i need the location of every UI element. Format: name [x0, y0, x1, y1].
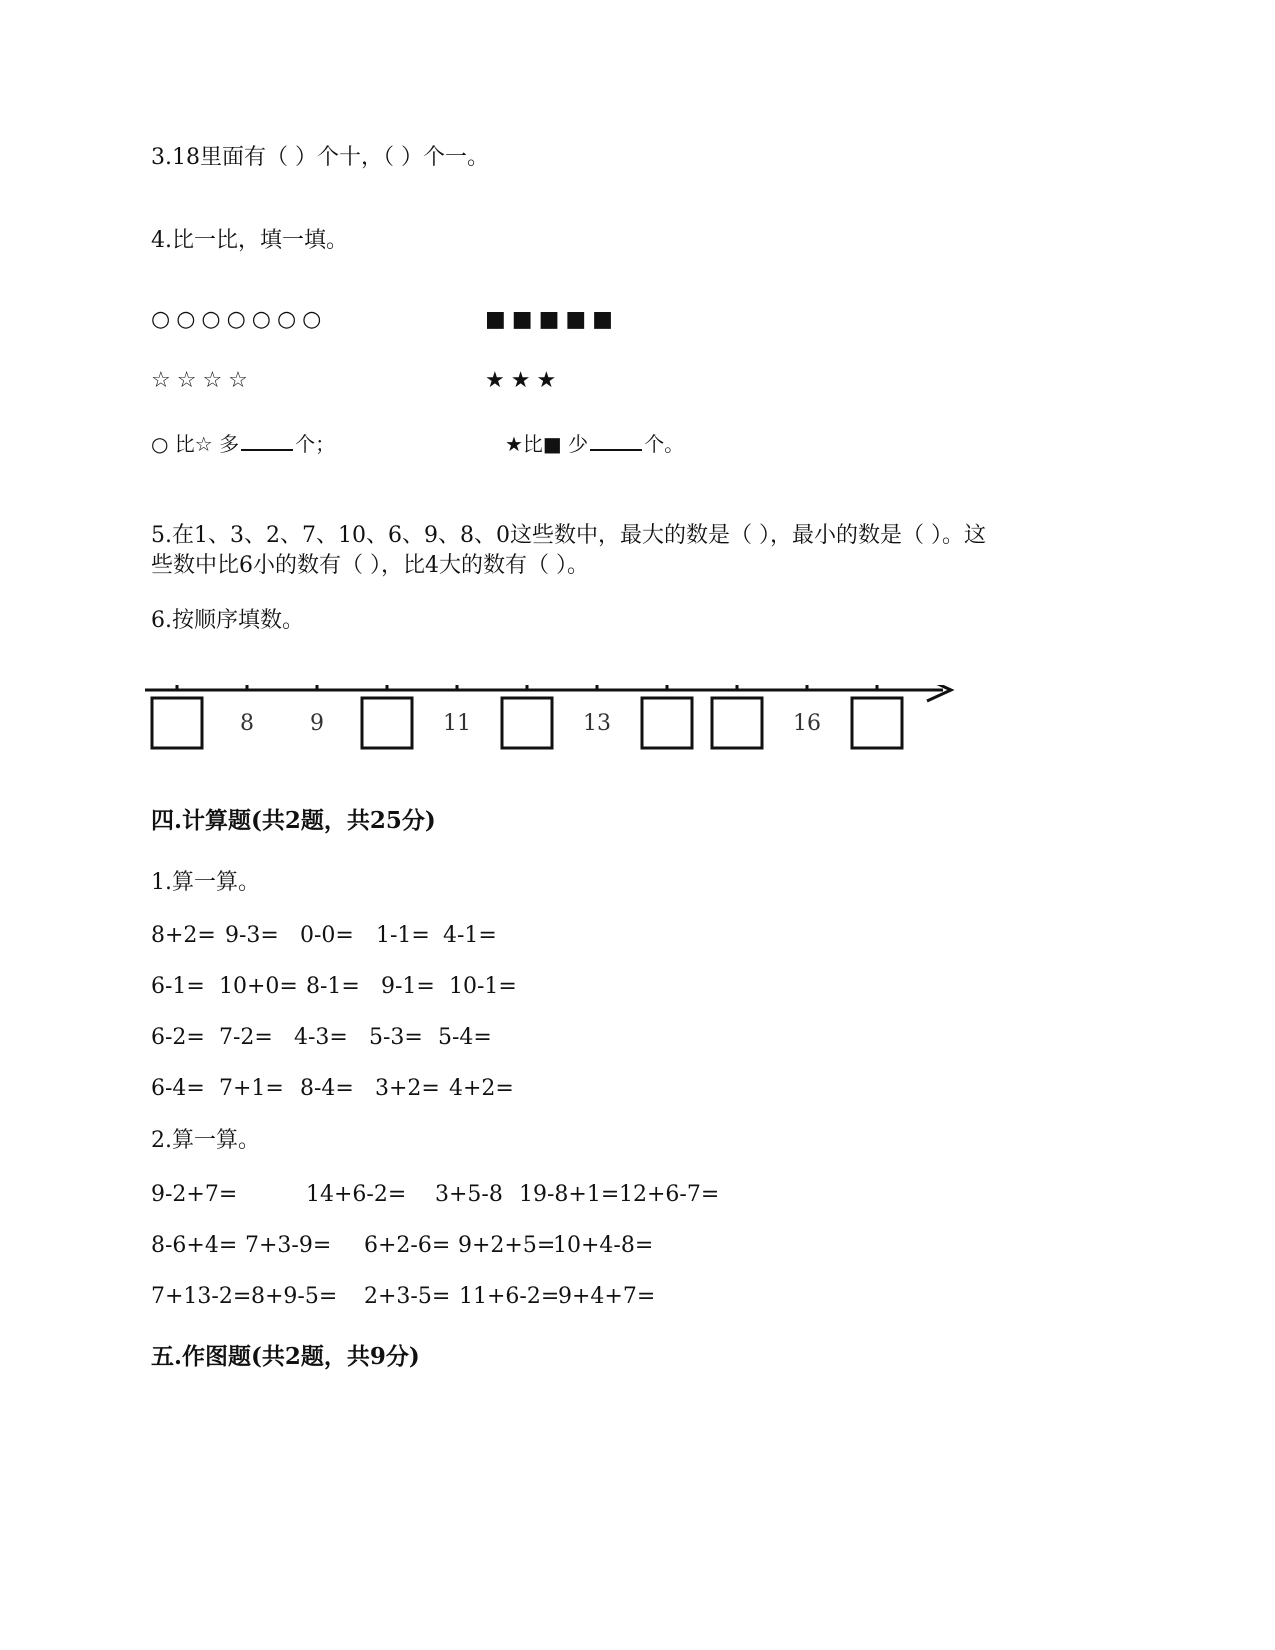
- equation: 7+13-2=: [151, 1284, 252, 1309]
- equation: 8-6+4=: [151, 1233, 238, 1258]
- section-5-heading: 五.作图题(共2题，共9分): [151, 1343, 420, 1370]
- arrow-head: [927, 685, 951, 701]
- equation: 0-0=: [300, 923, 354, 948]
- equation: 10-1=: [449, 974, 517, 999]
- answer-box[interactable]: [642, 698, 692, 748]
- equation: 2+3-5=: [364, 1284, 451, 1309]
- equation: 14+6-2=: [306, 1182, 407, 1207]
- equation: 9+2+5=: [458, 1233, 556, 1258]
- circles-row: ○○○○○○○: [151, 307, 328, 332]
- section-4-problem-2-title: 2.算一算。: [151, 1128, 260, 1153]
- answer-box[interactable]: [502, 698, 552, 748]
- tick-label: 9: [310, 711, 324, 736]
- equation: 3+2=: [375, 1076, 440, 1101]
- answer-box[interactable]: [362, 698, 412, 748]
- equation: 6-1=: [151, 974, 205, 999]
- answer-blank[interactable]: [590, 431, 642, 451]
- white-stars-row: ☆☆☆☆: [151, 368, 254, 393]
- answer-box[interactable]: [152, 698, 202, 748]
- equation: 9-2+7=: [151, 1182, 238, 1207]
- equation: 12+6-7=: [619, 1182, 720, 1207]
- equation: 9-3=: [225, 923, 279, 948]
- compare-left-prefix: ○ 比☆ 多: [151, 432, 240, 456]
- section-4-heading: 四.计算题(共2题，共25分): [151, 807, 436, 834]
- answer-blank[interactable]: [241, 431, 293, 451]
- equation: 6+2-6=: [364, 1233, 451, 1258]
- equation: 5-4=: [438, 1025, 492, 1050]
- section-4-problem-1-title: 1.算一算。: [151, 870, 260, 895]
- equation: 6-2=: [151, 1025, 205, 1050]
- tick-label: 16: [793, 711, 821, 736]
- equation: 8-4=: [300, 1076, 354, 1101]
- compare-right-suffix: 个。: [644, 432, 685, 456]
- compare-right-prefix: ★比■ 少: [505, 432, 589, 456]
- equation: 7-2=: [219, 1025, 273, 1050]
- equation: 6-4=: [151, 1076, 205, 1101]
- equation: 4+2=: [449, 1076, 514, 1101]
- equation: 3+5-8: [435, 1182, 503, 1207]
- tick-label: 13: [583, 711, 611, 736]
- black-stars-row: ★★★: [485, 368, 563, 393]
- question-5-line-1: 5.在1、3、2、7、10、6、9、8、0这些数中，最大的数是（ ），最小的数是（ ）。这: [151, 523, 986, 548]
- equation: 8+2=: [151, 923, 216, 948]
- equation: 9-1=: [381, 974, 435, 999]
- equation: 10+4-8=: [553, 1233, 654, 1258]
- compare-circles-stars: [151, 429, 335, 459]
- tick-label: 8: [240, 711, 254, 736]
- equation: 8-1=: [306, 974, 360, 999]
- question-3: 3.18里面有（ ）个十，（ ）个一。: [151, 145, 489, 170]
- equation: 7+1=: [219, 1076, 284, 1101]
- answer-box[interactable]: [712, 698, 762, 748]
- equation: 10+0=: [219, 974, 298, 999]
- equation: 4-1=: [443, 923, 497, 948]
- equation: 1-1=: [376, 923, 430, 948]
- equation: 8+9-5=: [251, 1284, 338, 1309]
- answer-box[interactable]: [852, 698, 902, 748]
- tick-label: 11: [443, 711, 471, 736]
- squares-row: ■■■■■: [485, 307, 619, 332]
- number-line: [145, 685, 965, 757]
- equation: 7+3-9=: [245, 1233, 332, 1258]
- question-4-title: 4.比一比，填一填。: [151, 228, 348, 253]
- compare-stars-squares: [505, 429, 684, 459]
- equation: 4-3=: [294, 1025, 348, 1050]
- compare-left-suffix: 个；: [295, 432, 336, 456]
- question-5-line-2: 些数中比6小的数有（ ），比4大的数有（ ）。: [151, 553, 589, 578]
- equation: 11+6-2=: [459, 1284, 560, 1309]
- question-6-title: 6.按顺序填数。: [151, 608, 304, 633]
- equation: 19-8+1=: [519, 1182, 620, 1207]
- equation: 5-3=: [369, 1025, 423, 1050]
- equation: 9+4+7=: [558, 1284, 656, 1309]
